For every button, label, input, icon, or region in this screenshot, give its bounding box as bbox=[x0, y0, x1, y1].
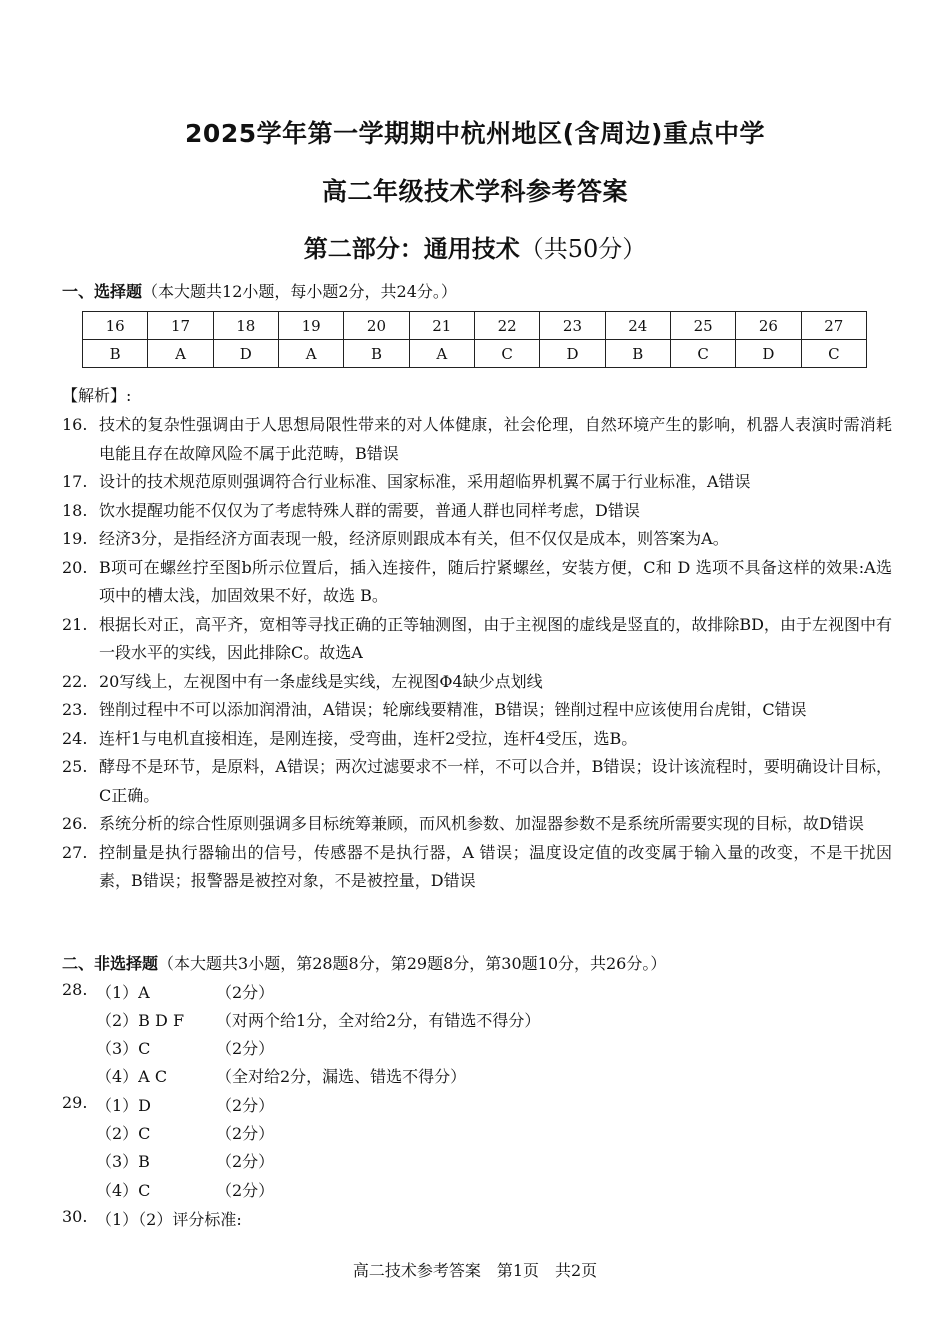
q28-part: （3）C bbox=[96, 1039, 151, 1058]
part-title bbox=[0, 229, 950, 264]
analysis-item-text: 控制量是执行器输出的信号，传感器不是执行器，A 错误；温度设定值的改变属于输入量的改变，不是干扰因素，B错误；报警器是被控对象，不是被控量，D错误 bbox=[99, 842, 892, 890]
answer-cell: D bbox=[736, 340, 801, 368]
q29-part: （2）C bbox=[96, 1124, 151, 1143]
question-number-cell: 18 bbox=[213, 312, 278, 340]
analysis-item-number: 17. bbox=[62, 472, 88, 491]
analysis-item-text: 20写线上，左视图中有一条虚线是实线，左视图Φ4缺少点划线 bbox=[99, 671, 543, 691]
answer-cell: A bbox=[278, 340, 343, 368]
q29-part: （4）C bbox=[96, 1181, 151, 1200]
answer-cell: A bbox=[148, 340, 213, 368]
q28-score: （全对给2分，漏选、错选不得分） bbox=[216, 1067, 467, 1086]
analysis-item-number: 27. bbox=[62, 842, 88, 862]
analysis-item-number: 16. bbox=[62, 415, 88, 434]
analysis-item bbox=[62, 839, 892, 896]
analysis-item bbox=[62, 611, 892, 668]
q28-score: （对两个给1分，全对给2分，有错选不得分） bbox=[216, 1011, 541, 1030]
analysis-item-text: 经济3分，是指经济方面表现一般，经济原则跟成本有关，但不仅仅是成本，则答案为A。 bbox=[99, 529, 729, 548]
question-number-cell: 20 bbox=[344, 312, 409, 340]
section1-heading bbox=[62, 279, 457, 302]
analysis-label: 【解析】: bbox=[62, 386, 132, 405]
answer-cell: B bbox=[605, 340, 670, 368]
q29-number: 29. bbox=[62, 1093, 88, 1112]
analysis-item bbox=[62, 468, 892, 497]
question-number-cell: 19 bbox=[278, 312, 343, 340]
analysis-item-number: 20. bbox=[62, 557, 88, 577]
analysis-item bbox=[62, 668, 892, 697]
answer-cell: C bbox=[670, 340, 735, 368]
question-number-cell: 26 bbox=[736, 312, 801, 340]
q28-part: （1）A bbox=[96, 983, 150, 1002]
analysis-item bbox=[62, 525, 892, 554]
analysis-item-number: 24. bbox=[62, 728, 88, 748]
document-subtitle: 高二年级技术学科参考答案 bbox=[321, 177, 628, 206]
analysis-item bbox=[62, 810, 892, 839]
question-number-cell: 23 bbox=[540, 312, 605, 340]
question-number-cell: 22 bbox=[474, 312, 539, 340]
q29-score: （2分） bbox=[216, 1124, 275, 1143]
analysis-item-number: 21. bbox=[62, 614, 88, 634]
section2-heading bbox=[62, 951, 666, 974]
analysis-item-text: 设计的技术规范原则强调符合行业标准、国家标准，采用超临界机翼不属于行业标准，A错误 bbox=[99, 472, 751, 491]
answer-cell: D bbox=[540, 340, 605, 368]
answer-cell: D bbox=[213, 340, 278, 368]
analysis-item-number: 18. bbox=[62, 500, 88, 520]
analysis-item-text: 根据长对正，高平齐，宽相等寻找正确的正等轴测图，由于主视图的虚线是竖直的，故排除BD，由于左视图中有一段水平的实线，因此排除C。故选A bbox=[99, 614, 892, 662]
question-number-row bbox=[83, 312, 867, 340]
q28-score: （2分） bbox=[216, 983, 275, 1002]
document-title: 2025学年第一学期期中杭州地区(含周边)重点中学 bbox=[185, 119, 765, 148]
analysis-list bbox=[62, 411, 892, 896]
q28-score: （2分） bbox=[216, 1039, 275, 1058]
section2-heading-label: 二、非选择题 bbox=[62, 954, 159, 973]
q29-part: （1）D bbox=[96, 1096, 152, 1115]
q29-score: （2分） bbox=[216, 1152, 275, 1171]
question-number-cell: 17 bbox=[148, 312, 213, 340]
answer-cell: A bbox=[409, 340, 474, 368]
q28-number: 28. bbox=[62, 980, 88, 999]
choice-answer-table bbox=[82, 311, 867, 368]
analysis-item-text: 技术的复杂性强调由于人思想局限性带来的对人体健康，社会伦理，自然环境产生的影响，机器人表演时需消耗电能且存在故障风险不属于此范畴，B错误 bbox=[99, 415, 892, 463]
q29-score: （2分） bbox=[216, 1096, 275, 1115]
question-number-cell: 21 bbox=[409, 312, 474, 340]
question-number-cell: 16 bbox=[83, 312, 148, 340]
q29-part: （3）B bbox=[96, 1152, 150, 1171]
analysis-item-text: 酵母不是环节，是原料，A错误；两次过滤要求不一样，不可以合并，B错误；设计该流程时，要明确设计目标，C正确。 bbox=[99, 757, 892, 805]
analysis-item bbox=[62, 725, 892, 754]
analysis-item bbox=[62, 554, 892, 611]
analysis-item-text: 饮水提醒功能不仅仅为了考虑特殊人群的需要，普通人群也同样考虑，D错误 bbox=[99, 500, 640, 520]
q30-number: 30. bbox=[62, 1207, 88, 1226]
part-title-main: 第二部分：通用技术 bbox=[303, 235, 520, 263]
answer-cell: C bbox=[801, 340, 866, 368]
part-title-score: （共50分） bbox=[519, 235, 647, 263]
analysis-item-number: 23. bbox=[62, 700, 88, 719]
analysis-item bbox=[62, 411, 892, 468]
analysis-item-text: 连杆1与电机直接相连，是刚连接，受弯曲，连杆2受拉，连杆4受压，选B。 bbox=[99, 728, 638, 748]
analysis-item bbox=[62, 753, 892, 810]
q29-score: （2分） bbox=[216, 1181, 275, 1200]
answer-cell: B bbox=[344, 340, 409, 368]
answer-cell: C bbox=[474, 340, 539, 368]
analysis-item-text: 锉削过程中不可以添加润滑油，A错误；轮廓线要精准，B错误；锉削过程中应该使用台虎钳，C错误 bbox=[99, 700, 807, 719]
page-footer: 高二技术参考答案 第1页 共2页 bbox=[352, 1261, 598, 1280]
analysis-item-text: 系统分析的综合性原则强调多目标统筹兼顾，而风机参数、加湿器参数不是系统所需要实现的目标，故D错误 bbox=[99, 814, 864, 833]
analysis-item-text: B项可在螺丝拧至图b所示位置后，插入连接件，随后拧紧螺丝，安装方便，C和 D 选项不具备这样的效果:A选项中的槽太浅，加固效果不好，故选 B。 bbox=[99, 557, 892, 605]
section2-heading-desc: （本大题共3小题，第28题8分，第29题8分，第30题10分，共26分。） bbox=[158, 954, 667, 973]
answer-row bbox=[83, 340, 867, 368]
question-number-cell: 25 bbox=[670, 312, 735, 340]
analysis-item-number: 25. bbox=[62, 757, 88, 776]
analysis-item bbox=[62, 696, 892, 725]
question-number-cell: 27 bbox=[801, 312, 866, 340]
section1-heading-label: 一、选择题 bbox=[62, 282, 143, 301]
section1-heading-desc: （本大题共12小题，每小题2分，共24分。） bbox=[142, 282, 457, 301]
q30-text: （1）（2）评分标准: bbox=[96, 1210, 242, 1229]
analysis-item-number: 26. bbox=[62, 814, 88, 833]
q28-part: （4）A C bbox=[96, 1067, 168, 1086]
analysis-item-number: 19. bbox=[62, 529, 88, 548]
answer-cell: B bbox=[83, 340, 148, 368]
analysis-item bbox=[62, 497, 892, 526]
analysis-item-number: 22. bbox=[62, 671, 88, 691]
q28-part: （2）B D F bbox=[96, 1011, 185, 1030]
question-number-cell: 24 bbox=[605, 312, 670, 340]
